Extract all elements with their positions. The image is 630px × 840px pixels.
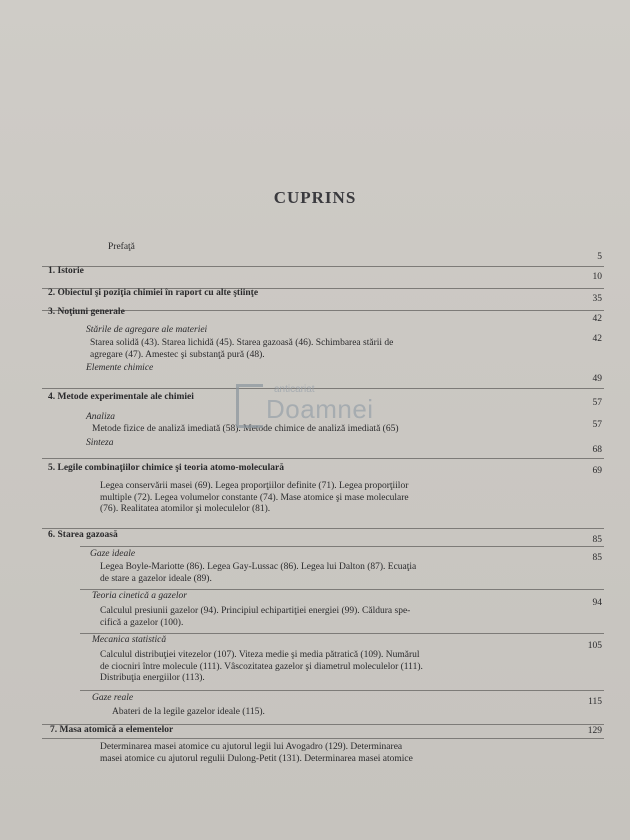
- divider: [80, 589, 604, 590]
- toc-entry-chapter-5: 5. Legile combinaţiilor chimice şi teoria atomo-moleculară: [48, 463, 284, 473]
- divider: [80, 546, 604, 547]
- toc-page-chapter-6: 85: [592, 535, 602, 545]
- toc-page-chapter-3: 42: [592, 314, 602, 324]
- divider: [80, 690, 604, 691]
- toc-entry-chapter-7: 7. Masa atomică a elementelor: [50, 725, 174, 735]
- toc-entry-chapter-2: 2. Obiectul şi poziţia chimiei în raport cu alte ştiinţe: [48, 288, 259, 298]
- toc-page-chapter-4: 57: [592, 398, 602, 408]
- divider: [42, 738, 604, 739]
- toc-paragraph: Calculul presiunii gazelor (94). Principiul echipartiţiei energiei (99). Căldura spe- cifică a gazelor (100).: [100, 606, 411, 628]
- toc-paragraph: Abateri de la legile gazelor ideale (115).: [112, 707, 265, 717]
- toc-page-section: 42: [592, 334, 602, 344]
- toc-page-chapter-1: 10: [592, 272, 602, 282]
- toc-page-section: 57: [592, 420, 602, 430]
- watermark-logo: anticariat Doamnei: [236, 384, 401, 430]
- toc-paragraph: Starea solidă (43). Starea lichidă (45). Starea gazoasă (46). Schimbarea stării de agregare (47). Amestec şi substanţă pură (48).: [90, 338, 394, 360]
- divider: [42, 528, 604, 529]
- toc-entry-section: Elemente chimice: [86, 363, 154, 373]
- toc-page-section: 68: [592, 445, 602, 455]
- divider: [42, 388, 604, 389]
- toc-entry-section: Gaze ideale: [90, 549, 136, 559]
- toc-entry-chapter-6: 6. Starea gazoasă: [48, 530, 118, 540]
- toc-paragraph: Legea conservării masei (69). Legea proporţiilor definite (71). Legea proporţiilor multiple (72). Legea volumelor constante (74). Mase atomice şi mase moleculare (76). Realitatea atomilor şi moleculelor (81).: [100, 481, 409, 514]
- toc-paragraph: Calculul distribuţiei vitezelor (107). Viteza medie şi media pătratică (109). Numărul de ciocniri între molecule (111). Vâscozitatea gazelor şi diametrul moleculelor (111). Distribuţia energiilor (113).: [100, 650, 423, 683]
- page-title: CUPRINS: [273, 188, 357, 207]
- toc-page-section: 115: [588, 697, 602, 707]
- divider: [80, 633, 604, 634]
- toc-entry-section: Teoria cinetică a gazelor: [92, 591, 187, 601]
- toc-entry-chapter-4: 4. Metode experimentale ale chimiei: [48, 392, 194, 402]
- toc-paragraph: Legea Boyle-Mariotte (86). Legea Gay-Lussac (86). Legea lui Dalton (87). Ecuaţia de stare a gazelor ideale (89).: [100, 562, 417, 584]
- toc-entry-section: Gaze reale: [92, 693, 134, 703]
- toc-entry-section: Stările de agregare ale materiei: [86, 325, 208, 335]
- toc-page-section: 85: [592, 553, 602, 563]
- toc-page-chapter-2: 35: [592, 294, 602, 304]
- toc-page-chapter-7: 129: [587, 726, 602, 736]
- toc-page-chapter-5: 69: [592, 466, 602, 476]
- toc-entry-prefata: Prefaţă: [108, 242, 135, 252]
- divider: [42, 458, 604, 459]
- toc-page-section: 49: [592, 374, 602, 384]
- toc-page-prefata: 5: [597, 252, 602, 262]
- divider: [42, 310, 604, 311]
- toc-paragraph: Determinarea masei atomice cu ajutorul legii lui Avogadro (129). Determinarea masei atomice cu ajutorul regulii Dulong-Petit (131). Determinarea masei atomice: [100, 742, 413, 764]
- toc-entry-section: Sinteza: [86, 438, 114, 448]
- toc-page-section: 105: [587, 641, 602, 651]
- toc-paragraph: Metode fizice de analiză imediată (58). Metode chimice de analiză imediată (65): [92, 424, 399, 434]
- toc-entry-chapter-1: 1. Istorie: [48, 266, 84, 276]
- divider: [42, 266, 604, 267]
- toc-entry-section: Analiza: [86, 412, 116, 422]
- toc-entry-section: Mecanica statistică: [92, 635, 167, 645]
- toc-page-section: 94: [592, 598, 602, 608]
- toc-entry-chapter-3: 3. Noţiuni generale: [48, 307, 125, 317]
